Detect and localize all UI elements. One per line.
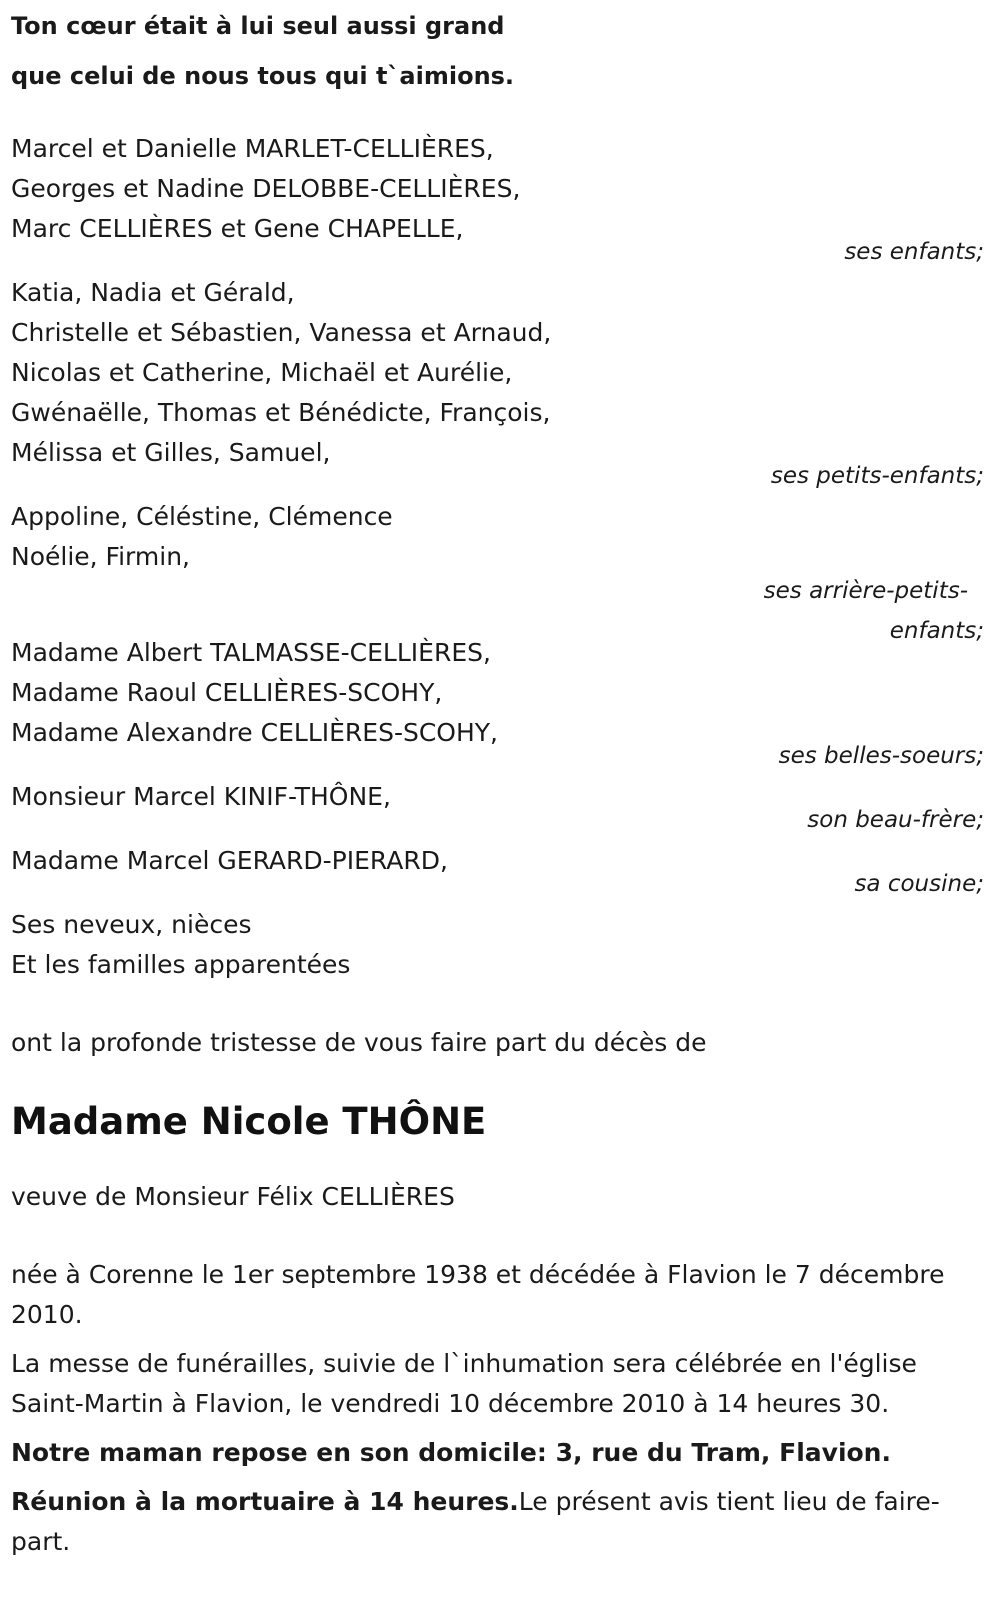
great-grandchildren-role-line-1: ses arrière-petits- (763, 578, 968, 604)
deceased-name: Madame Nicole THÔNE (11, 1100, 487, 1143)
rest-at-home: Notre maman repose en son domicile: 3, rue du Tram, Flavion. (11, 1438, 891, 1467)
great-grandchildren-group (11, 497, 996, 651)
meeting-rest: Le présent avis tient lieu de faire-part. (11, 1487, 940, 1556)
epigraph-line-2: que celui de nous tous qui t`aimions. (11, 62, 515, 90)
grandchild-name: Gwénaëlle, Thomas et Bénédicte, François, (11, 398, 551, 427)
epigraph-line-1: Ton cœur était à lui seul aussi grand (11, 12, 505, 40)
obituary-notice (11, 0, 996, 1562)
child-name: Marc CELLIÈRES et Gene CHAPELLE, (11, 214, 464, 243)
children-group (11, 129, 996, 272)
widow-of: veuve de Monsieur Félix CELLIÈRES (11, 1182, 455, 1211)
grandchildren-group (11, 273, 996, 496)
others-group (11, 905, 996, 985)
cousin-name: Madame Marcel GERARD-PIERARD, (11, 846, 448, 875)
announcement: ont la profonde tristesse de vous faire part du décès de (11, 1028, 707, 1057)
cousin-group (11, 841, 996, 904)
meeting-bold: Réunion à la mortuaire à 14 heures. (11, 1487, 519, 1516)
great-grandchild-name: Noélie, Firmin, (11, 542, 190, 571)
grandchild-name: Nicolas et Catherine, Michaël et Aurélie, (11, 358, 513, 387)
great-grandchild-name: Appoline, Céléstine, Clémence (11, 502, 393, 531)
great-grandchildren-role-line-2: enfants; (889, 618, 984, 644)
funeral-info: La messe de funérailles, suivie de l`inhumation sera célébrée en l'église Saint-Martin à Flavion, le vendredi 10 décembre 2010 à 14 heures 30. (11, 1349, 917, 1418)
sister-in-law-name: Madame Alexandre CELLIÈRES-SCOHY, (11, 718, 498, 747)
sisters-in-law-group (11, 633, 996, 776)
grandchild-name: Mélissa et Gilles, Samuel, (11, 438, 331, 467)
epigraph (11, 1, 996, 101)
others-name: Ses neveux, nièces (11, 910, 252, 939)
meeting-info (11, 1482, 976, 1562)
children-role: ses enfants; (844, 239, 984, 265)
grandchild-name: Katia, Nadia et Gérald, (11, 278, 295, 307)
child-name: Georges et Nadine DELOBBE-CELLIÈRES, (11, 174, 521, 203)
grandchildren-role: ses petits-enfants; (770, 463, 984, 489)
cousin-role: sa cousine; (854, 871, 984, 897)
sister-in-law-name: Madame Albert TALMASSE-CELLIÈRES, (11, 638, 491, 667)
brother-in-law-name: Monsieur Marcel KINIF-THÔNE, (11, 782, 391, 811)
brother-in-law-role: son beau-frère; (807, 807, 984, 833)
others-name: Et les familles apparentées (11, 950, 351, 979)
grandchild-name: Christelle et Sébastien, Vanessa et Arnaud, (11, 318, 552, 347)
sister-in-law-name: Madame Raoul CELLIÈRES-SCOHY, (11, 678, 443, 707)
sisters-in-law-role: ses belles-soeurs; (778, 743, 984, 769)
brother-in-law-group (11, 777, 996, 840)
child-name: Marcel et Danielle MARLET-CELLIÈRES, (11, 134, 494, 163)
birth-death: née à Corenne le 1er septembre 1938 et décédée à Flavion le 7 décembre 2010. (11, 1260, 945, 1329)
